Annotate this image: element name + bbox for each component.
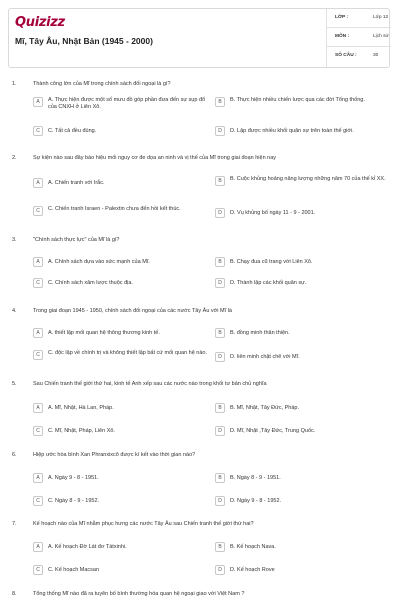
- question-4: [0, 308, 400, 380]
- option-letter-box: A: [33, 97, 43, 107]
- option-text: D. Thành lập các khối quân sự.: [230, 280, 307, 286]
- question-number: 2.: [12, 155, 17, 161]
- option-text: B. Cuộc khủng hoảng năng lượng những năm 70 của thế kỉ XX.: [230, 176, 386, 182]
- option-letter-box: B: [215, 257, 225, 267]
- question-number: 4.: [12, 308, 17, 314]
- option-text: D. Ngày 9 - 8 - 1952.: [230, 498, 282, 504]
- option-letter-box: B: [215, 176, 225, 186]
- worksheet-title: Mĩ, Tây Âu, Nhật Bản (1945 - 2000): [15, 36, 153, 46]
- question-number: 5.: [12, 381, 17, 387]
- question-text: Tổng thống Mĩ nào đã ra tuyên bố bình thường hóa quan hệ ngoại giao với Việt Nam ?: [33, 591, 245, 597]
- question-number: 3.: [12, 237, 17, 243]
- option-text: C. Chính sách xâm lược thuộc địa.: [48, 280, 133, 286]
- option-letter-box: A: [33, 257, 43, 267]
- question-text: Hiệp ước hòa bình Xan Phranxixcô được kí kết vào thời gian nào?: [33, 452, 196, 458]
- option-letter-box: D: [215, 565, 225, 575]
- option-letter-box: B: [215, 542, 225, 552]
- option-letter-box: C: [33, 496, 43, 506]
- option-letter-box: C: [33, 126, 43, 136]
- question-8: [0, 591, 400, 600]
- option-letter-box: A: [33, 473, 43, 483]
- question-text: Sự kiện nào sau đây báo hiệu mối nguy cơ đe dọa an ninh và vị thế của Mĩ trong giai đoạn hiện nay: [33, 155, 277, 161]
- option-letter-box: B: [215, 473, 225, 483]
- option-letter-box: B: [215, 97, 225, 107]
- option-text: D. Vụ khủng bố ngày 11 - 9 - 2001.: [230, 210, 316, 216]
- option-text: D. liên minh chặt chẽ với Mĩ.: [230, 354, 300, 360]
- option-text: B. Kế hoạch Nava.: [230, 544, 276, 550]
- question-text: Kế hoạch nào của Mĩ nhằm phục hưng các nước Tây Âu sau Chiến tranh thế giới thứ hai?: [33, 521, 254, 527]
- option-text: C. Mĩ, Nhật, Pháp, Liên Xô.: [48, 428, 115, 434]
- option-text: C. Kế hoạch Macsan: [48, 567, 100, 573]
- option-letter-box: C: [33, 350, 43, 360]
- option-text: B. Thực hiện nhiều chiến lược qua các đời Tổng thống.: [230, 97, 365, 103]
- meta-row-count: [327, 47, 391, 66]
- option-letter-box: C: [33, 565, 43, 575]
- meta-row-subject: [327, 28, 391, 47]
- option-text: C. Tất cả đều đúng.: [48, 128, 97, 134]
- quizizz-logo: Quizizz: [15, 15, 65, 30]
- option-text: D. Lập được nhiều khối quân sự trên toàn thế giới.: [230, 128, 354, 134]
- meta-value: Lớp 12: [373, 15, 389, 20]
- option-letter-box: D: [215, 126, 225, 136]
- option-text: B. Mĩ, Nhật, Tây Đức, Pháp.: [230, 405, 299, 411]
- option-text: D. Mĩ, Nhật ,Tây Đức, Trung Quốc.: [230, 428, 316, 434]
- meta-label: LỚP :: [335, 15, 349, 20]
- question-7: [0, 521, 400, 593]
- option-text: A. Kế hoạch Đờ Lát đơ Tátxinhi.: [48, 544, 127, 550]
- option-letter-box: C: [33, 278, 43, 288]
- question-1: [0, 81, 400, 153]
- question-6: [0, 452, 400, 524]
- question-number: 8.: [12, 591, 17, 597]
- option-letter-box: D: [215, 426, 225, 436]
- option-text: C. Chiến tranh Israen - Palextin chưa đến hồi kết thúc.: [48, 206, 181, 212]
- question-text: Trong giai đoạn 1945 - 1950, chính sách đối ngoại của các nước Tây Âu với Mĩ là: [33, 308, 232, 314]
- option-text: C. độc lập về chính trị và không thiết lập bất cứ mối quan hệ nào.: [48, 350, 208, 356]
- option-text: C. Ngày 8 - 9 - 1952.: [48, 498, 100, 504]
- option-text: A. Chiến tranh với Irắc.: [48, 180, 105, 186]
- question-5: [0, 381, 400, 453]
- option-text: A. Ngày 9 - 8 - 1951.: [48, 475, 99, 481]
- meta-table: [326, 9, 391, 67]
- option-text: B. Chạy đua cũ trang với Liên Xô.: [230, 259, 313, 265]
- question-text: Thành công lớn của Mĩ trong chính sách đối ngoại là gì?: [33, 81, 171, 87]
- question-number: 6.: [12, 452, 17, 458]
- option-text: A. Mĩ, Nhật, Hà Lan, Pháp.: [48, 405, 114, 411]
- meta-label: SỐ CÂU :: [335, 53, 357, 58]
- option-letter-box: A: [33, 542, 43, 552]
- option-text: A. Thực hiện được một số mưu đồ góp phần đưa đến sự sụp đổ của CNXH ở Liên Xô.: [48, 97, 206, 110]
- option-letter-box: A: [33, 403, 43, 413]
- option-letter-box: D: [215, 496, 225, 506]
- option-letter-box: A: [33, 328, 43, 338]
- worksheet-header: [8, 8, 390, 68]
- question-number: 7.: [12, 521, 17, 527]
- option-text: A. Chính sách dựa vào sức mạnh của Mĩ.: [48, 259, 150, 265]
- option-letter-box: C: [33, 426, 43, 436]
- option-letter-box: D: [215, 278, 225, 288]
- option-letter-box: B: [215, 328, 225, 338]
- meta-label: MÔN :: [335, 34, 350, 39]
- meta-row-grade: [327, 9, 391, 28]
- question-3: [0, 237, 400, 309]
- option-text: D. Kế hoạch Rove: [230, 567, 275, 573]
- option-text: A. thiết lập mối quan hệ thông thương kinh tế.: [48, 330, 160, 336]
- question-2: [0, 155, 400, 227]
- option-letter-box: D: [215, 352, 225, 362]
- option-letter-box: B: [215, 403, 225, 413]
- option-text: B. đồng minh thân thiện.: [230, 330, 290, 336]
- meta-value: 30: [373, 53, 379, 58]
- option-text: B. Ngày 8 - 9 - 1951.: [230, 475, 281, 481]
- question-text: "Chính sách thực lực" của Mĩ là gì?: [33, 237, 120, 243]
- option-letter-box: C: [33, 206, 43, 216]
- question-number: 1.: [12, 81, 17, 87]
- option-letter-box: A: [33, 178, 43, 188]
- option-letter-box: D: [215, 208, 225, 218]
- question-text: Sau Chiến tranh thế giới thứ hai, kinh tế Anh xếp sau các nước nào trong khối tư bản chủ nghĩa: [33, 381, 267, 387]
- meta-value: Lịch sử: [373, 34, 389, 39]
